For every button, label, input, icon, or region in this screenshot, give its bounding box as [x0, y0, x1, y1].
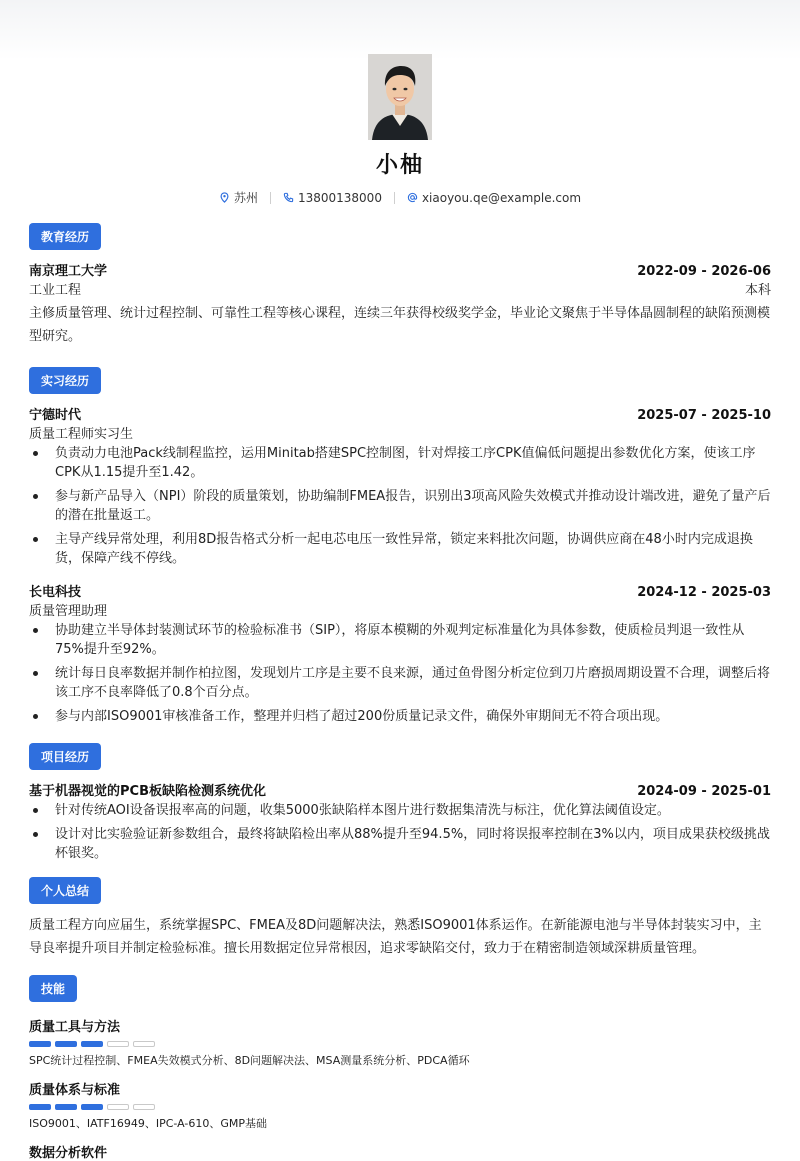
education-subheader	[29, 279, 771, 298]
bullet-item: 负责动力电池Pack线制程监控，运用Minitab搭建SPC控制图，针对焊接工序CPK值偏低问题提出参数优化方案，使该工序CPK从1.15提升至1.42。	[55, 444, 771, 482]
resume-body	[0, 223, 800, 1161]
project-header	[29, 780, 771, 799]
skill-description: SPC统计过程控制、FMEA失效模式分析、8D问题解决法、MSA测量系统分析、PDCA循环	[29, 1054, 470, 1067]
internship-date: 2025-07 - 2025-10	[637, 408, 771, 423]
summary-section	[29, 877, 771, 960]
email-text[interactable]: xiaoyou.qe@example.com	[421, 190, 582, 205]
project-bullets	[29, 801, 771, 863]
internship-date: 2024-12 - 2025-03	[637, 585, 771, 600]
skill-entry	[29, 1079, 771, 1131]
company-name: 宁德时代	[29, 408, 82, 423]
job-role: 质量管理助理	[29, 604, 108, 619]
bullet-item: 针对传统AOI设备误报率高的问题，收集5000张缺陷样本图片进行数据集清洗与标注，优化算法阈值设定。	[55, 801, 771, 820]
skill-level-segment	[81, 1104, 103, 1110]
resume-header	[0, 0, 800, 206]
skill-name: 质量工具与方法	[29, 1020, 121, 1035]
internship-header	[29, 404, 771, 423]
skill-level-bar	[29, 1104, 771, 1110]
degree: 本科	[744, 283, 771, 298]
bullet-item: 统计每日良率数据并制作柏拉图，发现划片工序是主要不良来源，通过鱼骨图分析定位到刀片磨损周期设置不合理，调整后将该工序不良率降低了0.8个百分点。	[55, 666, 771, 700]
at-sign-icon	[407, 192, 418, 203]
internship-bullets	[29, 444, 771, 568]
skill-level-segment	[81, 1041, 103, 1047]
skill-level-segment	[133, 1104, 155, 1110]
project-section	[29, 743, 771, 863]
skill-level-bar	[29, 1041, 771, 1047]
school-name: 南京理工大学	[29, 264, 108, 279]
profile-photo	[368, 54, 432, 140]
skill-level-segment	[29, 1104, 51, 1110]
phone-icon	[283, 192, 294, 203]
section-title-education: 教育经历	[29, 223, 101, 250]
major: 工业工程	[29, 283, 82, 298]
skill-description: ISO9001、IATF16949、IPC-A-610、GMP基础	[29, 1117, 268, 1130]
section-title-summary: 个人总结	[29, 877, 101, 904]
bullet-item: 设计对比实验验证新参数组合，最终将缺陷检出率从88%提升至94.5%，同时将误报率控制在3%以内，项目成果获校级挑战杯银奖。	[55, 827, 770, 861]
internship-header	[29, 581, 771, 600]
phone-text: 13800138000	[297, 190, 382, 205]
bullet-item: 参与内部ISO9001审核准备工作，整理并归档了超过200份质量记录文件，确保外审期间无不符合项出现。	[55, 707, 771, 726]
internship-bullets	[29, 621, 771, 726]
internship-section	[29, 367, 771, 726]
candidate-name: 小柚	[375, 153, 424, 178]
contact-info	[0, 189, 800, 206]
project-entry	[29, 780, 771, 863]
skill-level-segment	[29, 1041, 51, 1047]
education-section	[29, 223, 771, 348]
section-title-internship: 实习经历	[29, 367, 101, 394]
bullet-item: 协助建立半导体封装测试环节的检验标准书（SIP），将原本模糊的外观判定标准量化为具体参数，使质检员判退一致性从75%提升至92%。	[55, 621, 771, 659]
location-text: 苏州	[233, 191, 258, 205]
education-date: 2022-09 - 2026-06	[637, 264, 771, 279]
skill-level-segment	[107, 1041, 129, 1047]
section-title-skills: 技能	[29, 975, 77, 1002]
company-name: 长电科技	[29, 585, 82, 600]
skill-entry	[29, 1016, 771, 1068]
phone-item	[271, 191, 394, 205]
bullet-item: 参与新产品导入（NPI）阶段的质量策划，协助编制FMEA报告，识别出3项高风险失效模式并推动设计端改进，避免了量产后的潜在批量返工。	[55, 489, 771, 523]
project-name: 基于机器视觉的PCB板缺陷检测系统优化	[29, 784, 266, 799]
education-description: 主修质量管理、统计过程控制、可靠性工程等核心课程，连续三年获得校级奖学金，毕业论文聚焦于半导体晶圆制程的缺陷预测模型研究。	[29, 306, 771, 344]
education-header	[29, 260, 771, 279]
location-pin-icon	[219, 192, 230, 203]
location-item	[207, 189, 270, 206]
skills-section	[29, 975, 771, 1161]
internship-entry	[29, 581, 771, 726]
skill-level-segment	[55, 1041, 77, 1047]
skill-entry	[29, 1142, 771, 1161]
summary-text: 质量工程方向应届生，系统掌握SPC、FMEA及8D问题解决法，熟悉ISO9001体系运作。在新能源电池与半导体封装实习中，主导良率提升项目并制定检验标准。擅长用数据定位异常根因，追求零缺陷交付，致力于在精密制造领域深耕质量管理。	[29, 918, 762, 956]
project-date: 2024-09 - 2025-01	[637, 784, 771, 799]
skill-name: 质量体系与标准	[29, 1083, 121, 1098]
internship-entry	[29, 404, 771, 568]
job-role: 质量工程师实习生	[29, 427, 134, 442]
skill-level-segment	[133, 1041, 155, 1047]
email-item[interactable]	[395, 191, 593, 205]
section-title-project: 项目经历	[29, 743, 101, 770]
skill-name: 数据分析软件	[29, 1146, 108, 1161]
bullet-item: 主导产线异常处理，利用8D报告格式分析一起电芯电压一致性异常，锁定来料批次问题，协调供应商在48小时内完成退换货，保障产线不停线。	[55, 530, 771, 568]
skill-level-segment	[107, 1104, 129, 1110]
skill-level-segment	[55, 1104, 77, 1110]
portrait-icon	[368, 54, 432, 140]
